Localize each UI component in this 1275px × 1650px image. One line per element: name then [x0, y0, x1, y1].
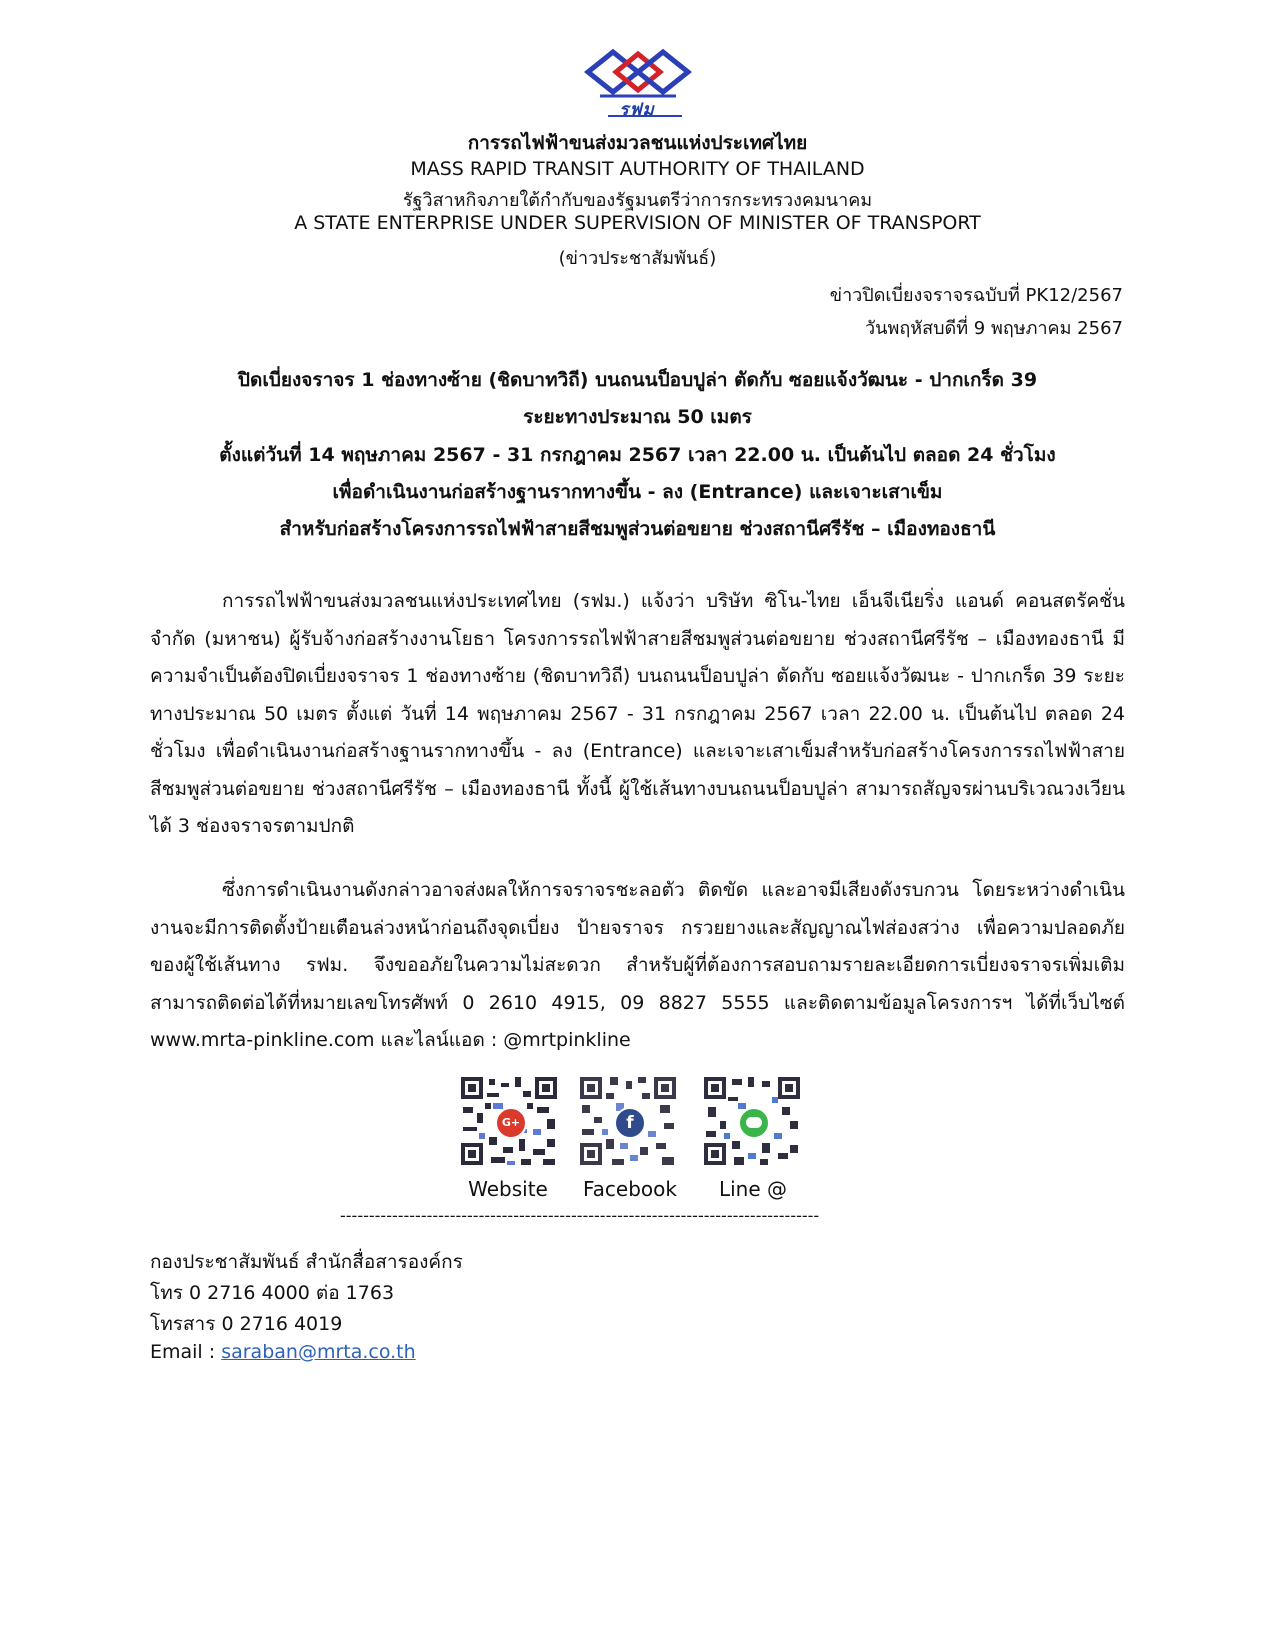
supervision-english: A STATE ENTERPRISE UNDER SUPERVISION OF MINISTER OF TRANSPORT: [294, 212, 981, 234]
org-name-english: MASS RAPID TRANSIT AUTHORITY OF THAILAND: [410, 158, 865, 180]
reference-number: ข่าวปิดเบี่ยงจราจรฉบับที่ PK12/2567: [829, 285, 1123, 306]
headline-line-1: ปิดเบี่ยงจราจร 1 ช่องทางซ้าย (ชิดบาทวิถี) บนถนนป็อบปูล่า ตัดกับ ซอยแจ้งวัฒนะ - ปากเกร็ด 39: [237, 369, 1038, 391]
reference-date: วันพฤหัสบดีที่ 9 พฤษภาคม 2567: [865, 318, 1123, 339]
body-paragraph-2: ซึ่งการดำเนินงานดังกล่าวอาจส่งผลให้การจราจรชะลอตัว ติดขัด และอาจมีเสียงดังรบกวน โดยระหว่างดำเนินงานจะมีการติดตั้งป้ายเตือนล่วงหน้าก่อนถึงจุดเบี่ยง ป้ายจราจร กรวยยางและสัญญาณไฟส่องสว่าง เพื่อความปลอดภัยของผู้ใช้เส้นทาง รฟม. จึงขออภัยในความไม่สะดวก สำหรับผู้ที่ต้องการสอบถามรายละเอียดการเบี่ยงจราจรเพิ่มเติมสามารถติดต่อได้ที่หมายเลขโทรศัพท์ 0 2610 4915, 09 8827 5555 และติดตามข้อมูลโครงการฯ ได้ที่เว็บไซต์ www.mrta-pinkline.com และไลน์แอด : @mrtpinkline: [150, 879, 1125, 1051]
line-label: Line @: [718, 1177, 788, 1201]
headline-line-5: สำหรับก่อสร้างโครงการรถไฟฟ้าสายสีชมพูส่วนต่อขยาย ช่วงสถานีศรีรัช – เมืองทองธานี: [279, 518, 996, 540]
org-name-thai: การรถไฟฟ้าขนส่งมวลชนแห่งประเทศไทย: [467, 132, 808, 154]
contact-fax: โทรสาร 0 2716 4019: [150, 1313, 343, 1335]
document-type: (ข่าวประชาสัมพันธ์): [558, 248, 717, 269]
website-label: Website: [468, 1177, 548, 1201]
contact-department: กองประชาสัมพันธ์ สำนักสื่อสารองค์กร: [150, 1251, 463, 1273]
contact-phone: โทร 0 2716 4000 ต่อ 1763: [150, 1282, 395, 1304]
line-icon: [738, 1107, 770, 1139]
divider-line: -----------------------------------------------------------------------------------: [340, 1206, 820, 1225]
headline-line-4: เพื่อดำเนินงานก่อสร้างฐานรากทางขึ้น - ลง (Entrance) และเจาะเสาเข็ม: [332, 481, 943, 503]
facebook-label: Facebook: [583, 1177, 677, 1201]
headline-line-2: ระยะทางประมาณ 50 เมตร: [523, 406, 752, 428]
google-plus-icon: G+: [495, 1107, 527, 1139]
logo-text: รฟม: [619, 100, 655, 120]
email-link[interactable]: saraban@mrta.co.th: [221, 1341, 416, 1363]
supervision-thai: รัฐวิสาหกิจภายใต้กำกับของรัฐมนตรีว่าการกระทรวงคมนาคม: [402, 190, 873, 211]
facebook-icon: f: [614, 1107, 646, 1139]
email-label: Email :: [150, 1341, 222, 1363]
contact-email-row: [150, 1341, 416, 1363]
headline-line-3: ตั้งแต่วันที่ 14 พฤษภาคม 2567 - 31 กรกฎาคม 2567 เวลา 22.00 น. เป็นต้นไป ตลอด 24 ชั่วโมง: [219, 444, 1056, 466]
body-paragraph-1: การรถไฟฟ้าขนส่งมวลชนแห่งประเทศไทย (รฟม.) แจ้งว่า บริษัท ซิโน-ไทย เอ็นจีเนียริ่ง แอนด์ คอนสตรัคชั่น จำกัด (มหาชน) ผู้รับจ้างก่อสร้างงานโยธา โครงการรถไฟฟ้าสายสีชมพูส่วนต่อขยาย ช่วงสถานีศรีรัช – เมืองทองธานี มีความจำเป็นต้องปิดเบี่ยงจราจร 1 ช่องทางซ้าย (ชิดบาทวิถี) บนถนนป็อบปูล่า ตัดกับ ซอยแจ้งวัฒนะ - ปากเกร็ด 39 ระยะทางประมาณ 50 เมตร ตั้งแต่ วันที่ 14 พฤษภาคม 2567 - 31 กรกฎาคม 2567 เวลา 22.00 น. เป็นต้นไป ตลอด 24 ชั่วโมง เพื่อดำเนินงานก่อสร้างฐานรากทางขึ้น - ลง (Entrance) และเจาะเสาเข็มสำหรับก่อสร้างโครงการรถไฟฟ้าสายสีชมพูส่วนต่อขยาย ช่วงสถานีศรีรัช – เมืองทองธานี ทั้งนี้ ผู้ใช้เส้นทางบนถนนป็อบปูล่า สามารถสัญจรผ่านบริเวณวงเวียนได้ 3 ช่องจราจรตามปกติ: [150, 590, 1125, 837]
